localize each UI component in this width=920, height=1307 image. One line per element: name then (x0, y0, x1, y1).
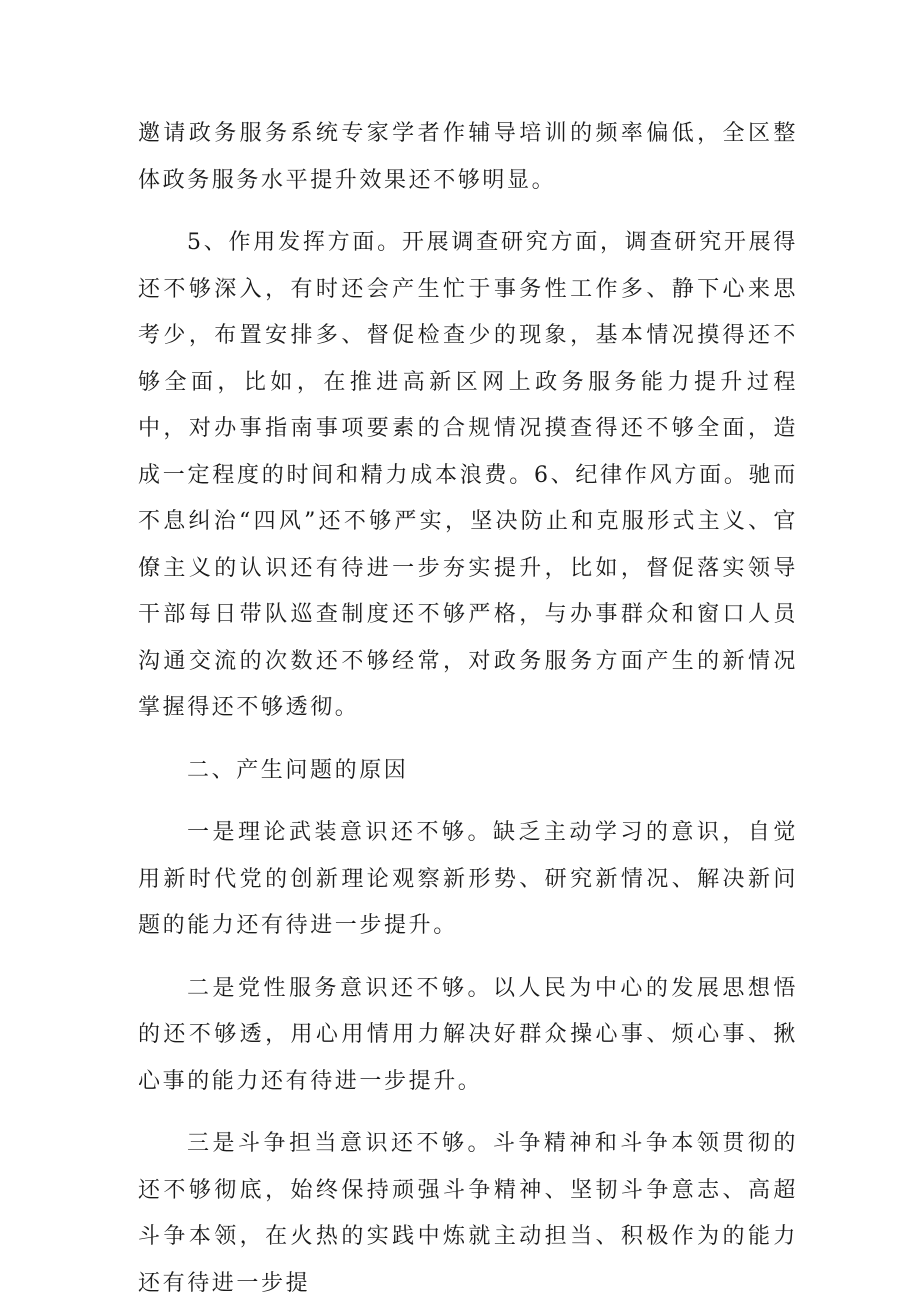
document-body (138, 111, 798, 1307)
paragraph-continued: 邀请政务服务系统专家学者作辅导培训的频率偏低，全区整体政务服务水平提升效果还不够明显。 (138, 121, 798, 193)
paragraph-section-5-6: 5、作用发挥方面。开展调查研究方面，调查研究开展得还不够深入，有时还会产生忙于事务性工作多、静下心来思考少，布置安排多、督促检查少的现象，基本情况摸得还不够全面，比如，在推进高新区网上政务服务能力提升过程中，对办事指南事项要素的合规情况摸查得还不够全面，造成一定程度的时间和精力成本浪费。6、纪律作风方面。驰而不息纠治“四风”还不够严实，坚决防止和克服形式主义、官僚主义的认识还有待进一步夯实提升，比如，督促落实领导干部每日带队巡查制度还不够严格，与办事群众和窗口人员沟通交流的次数还不够经常，对政务服务方面产生的新情况掌握得还不够透彻。 (138, 230, 798, 720)
section-heading-causes: 二、产生问题的原因 (187, 757, 409, 783)
paragraph-cause-1: 一是理论武装意识还不够。缺乏主动学习的意识，自觉用新时代党的创新理论观察新形势、研究新情况、解决新问题的能力还有待进一步提升。 (138, 820, 798, 938)
paragraph-cause-3: 三是斗争担当意识还不够。斗争精神和斗争本领贯彻的还不够彻底，始终保持顽强斗争精神、坚韧斗争意志、高超斗争本领，在火热的实践中炼就主动担当、积极作为的能力还有待进一步提 (138, 1131, 798, 1296)
paragraph-cause-2: 二是党性服务意识还不够。以人民为中心的发展思想悟的还不够透，用心用情用力解决好群众操心事、烦心事、揪心事的能力还有待进一步提升。 (138, 975, 798, 1094)
